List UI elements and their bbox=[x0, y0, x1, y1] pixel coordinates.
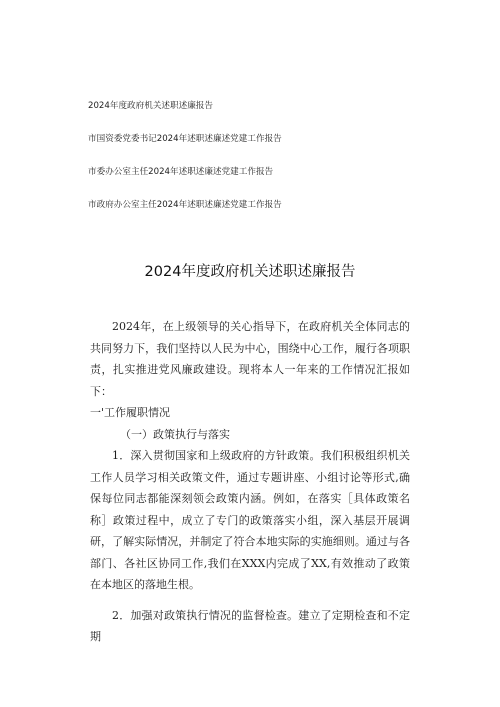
table-of-contents bbox=[88, 101, 468, 233]
toc-item[interactable]: 市国资委党委书记2024年述职述廉述党建工作报告 bbox=[88, 134, 282, 144]
toc-item[interactable]: 2024年度政府机关述职述廉报告 bbox=[88, 101, 213, 111]
toc-item[interactable]: 市政府办公室主任2024年述职述廉述党建工作报告 bbox=[88, 200, 282, 210]
section-heading: 一'工作履职情况 bbox=[90, 406, 171, 419]
intro-paragraph: 2024年，在上级领导的关心指导下，在政府机关全体同志的共同努力下，我们坚持以人民为中心，围绕中心工作，履行各项职责，扎实推进党风廉政建设。现将本人一年来的工作情况汇报如下： bbox=[90, 320, 410, 398]
subsection-heading: （一）政策执行与落实 bbox=[120, 427, 230, 441]
body-paragraph: 1．深入贯彻国家和上级政府的方针政策。我们积极组织机关工作人员学习相关政策文件，通过专题讲座、小组讨论等形式,确保每位同志都能深刻领会政策内涵。例如，在落实［具体政策名称］政策过程中，成立了专门的政策落实小组，深入基层开展调研，了解实际情况，并制定了符合本地实际的实施细则。通过与各部门、各社区协同工作,我们在XXX内完成了XX,有效推动了政策在本地区的落地生根。 bbox=[90, 449, 410, 591]
toc-item[interactable]: 市委办公室主任2024年述职述廉述党建工作报告 bbox=[88, 167, 274, 177]
body-paragraph: 2．加强对政策执行情况的监督检查。建立了定期检查和不定期 bbox=[90, 608, 410, 643]
document-title: 2024年度政府机关述职述廉报告 bbox=[144, 264, 356, 280]
document-body bbox=[90, 316, 410, 648]
